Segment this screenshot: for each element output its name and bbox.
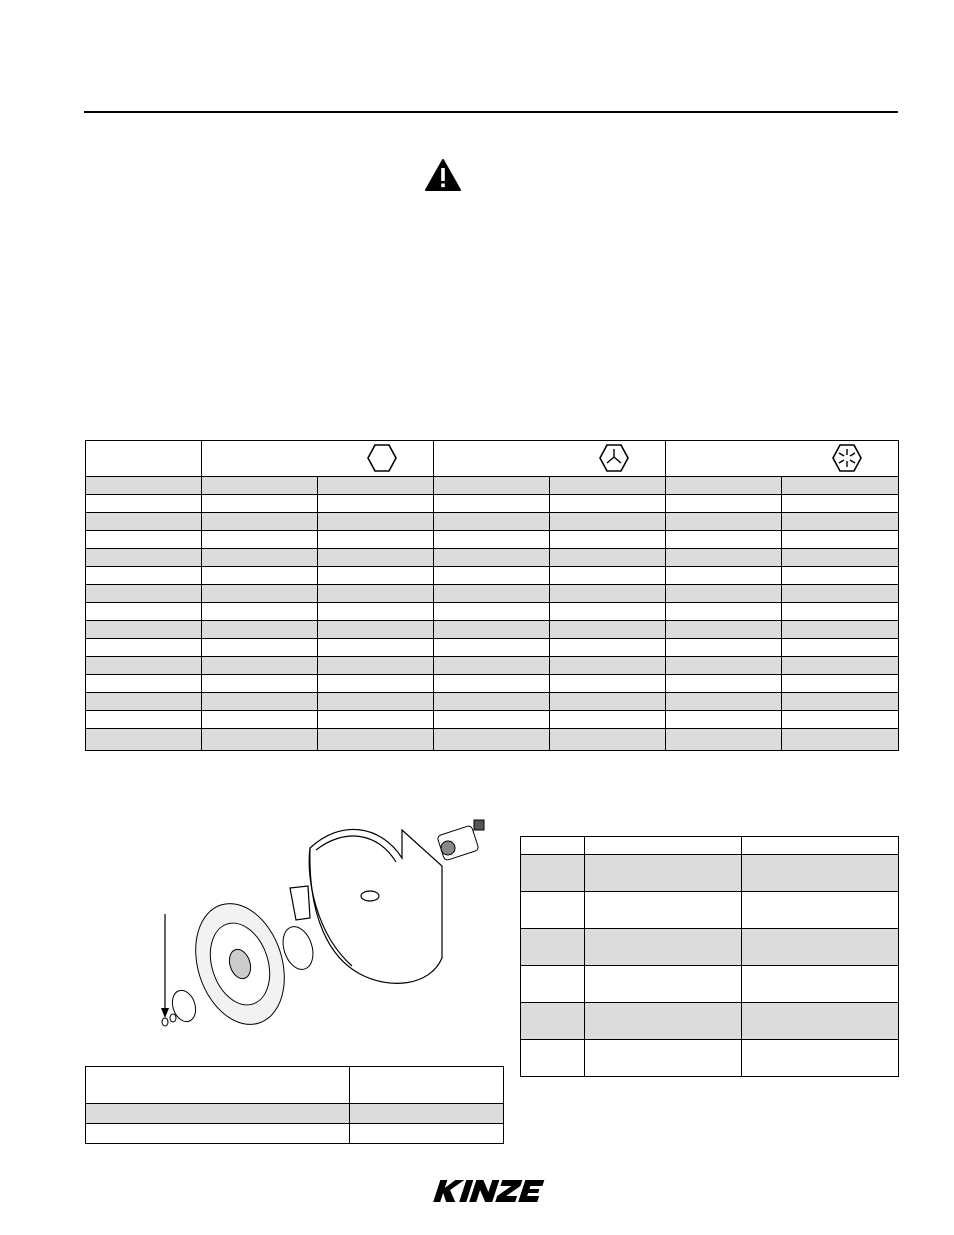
torque-row (86, 711, 899, 729)
kinze-logo (431, 1178, 549, 1204)
torque-row (86, 603, 899, 621)
fan-assembly-illustration (140, 808, 520, 1048)
torque-row (86, 531, 899, 549)
specification-table (520, 836, 899, 1077)
torque-row (86, 729, 899, 751)
fan-wheel (181, 892, 299, 1036)
header-grade-2-cell (202, 441, 434, 477)
torque-row (86, 549, 899, 567)
fan-parts-table (85, 1066, 504, 1144)
torque-row (86, 639, 899, 657)
table-row (521, 892, 899, 929)
table-header-row (521, 837, 899, 855)
header-size-cell (86, 441, 202, 477)
table-row (521, 1040, 899, 1077)
torque-table-header (86, 441, 899, 477)
nut (162, 1018, 168, 1026)
table-row (521, 966, 899, 1003)
torque-row (86, 567, 899, 585)
table-row (521, 929, 899, 966)
torque-table (85, 440, 899, 751)
torque-row (86, 657, 899, 675)
torque-row (86, 477, 899, 495)
table-row (521, 1003, 899, 1040)
fan-housing (290, 829, 442, 983)
fan-motor (437, 820, 484, 861)
washer (170, 1014, 176, 1022)
table-row (521, 855, 899, 892)
arrow-head-icon (161, 1008, 169, 1018)
grade-8-hex-icon (832, 444, 862, 472)
torque-row (86, 495, 899, 513)
torque-row (86, 621, 899, 639)
header-grade-8-cell (666, 441, 899, 477)
torque-row (86, 675, 899, 693)
torque-row (86, 693, 899, 711)
torque-row (86, 513, 899, 531)
grade-2-hex-icon (367, 444, 397, 472)
table-row (86, 1104, 504, 1124)
header-rule (84, 111, 898, 113)
table-row (86, 1124, 504, 1144)
table-header-row (86, 1067, 504, 1104)
torque-row (86, 585, 899, 603)
warning-triangle-icon (424, 158, 462, 192)
grade-5-hex-icon (599, 444, 629, 472)
header-grade-5-cell (434, 441, 666, 477)
